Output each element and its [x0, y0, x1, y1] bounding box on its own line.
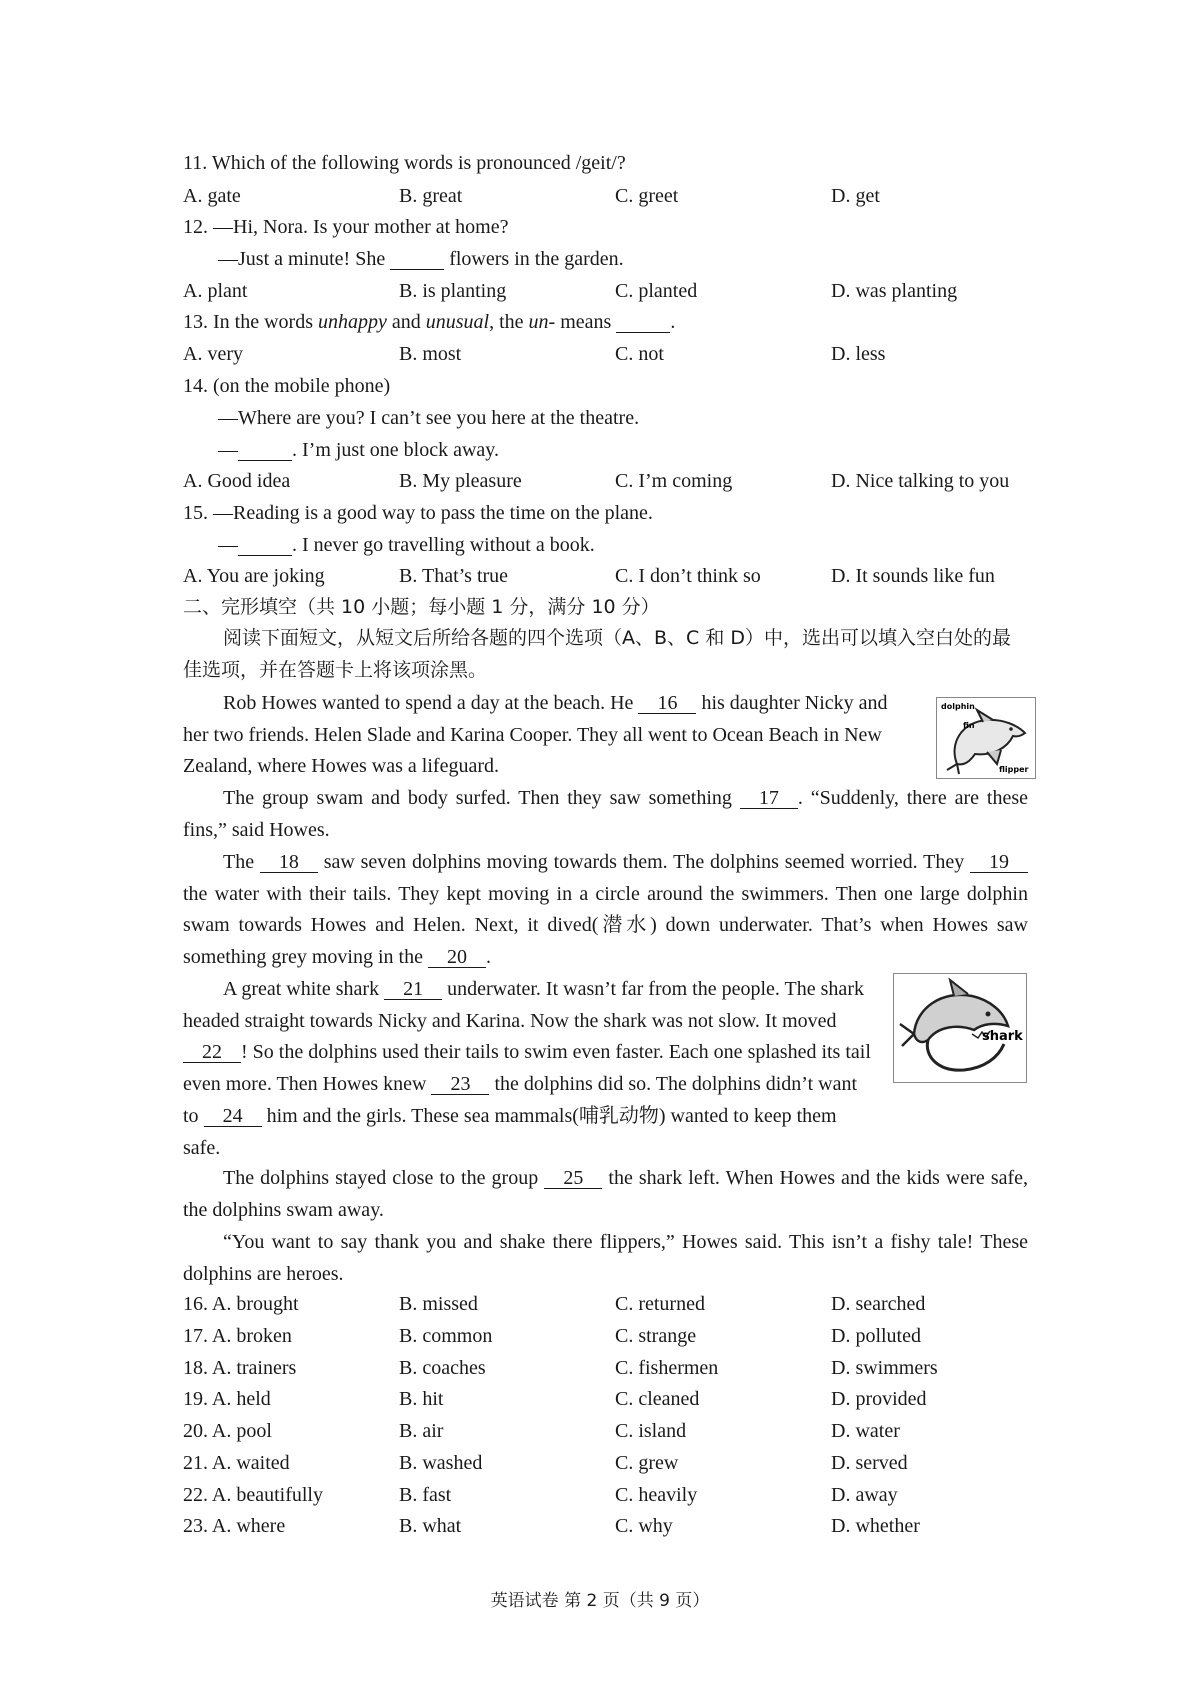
- option-23-c: C. why: [615, 1515, 673, 1537]
- question-14-option-a: A. Good idea: [183, 470, 291, 492]
- option-22-d: D. away: [831, 1484, 898, 1506]
- question-13-option-d: D. less: [831, 343, 886, 365]
- section-2-heading: 二、完形填空（共 10 小题；每小题 1 分，满分 10 分）: [183, 596, 660, 618]
- option-21-a: 21. A. waited: [183, 1452, 290, 1474]
- option-20-b: B. air: [399, 1420, 444, 1442]
- p4-text-b: underwater. It wasn’t far from the people. The shark headed straight towards Nicky and Karina. Now the shark was not slow. It moved: [183, 978, 864, 1032]
- blank-16: 16: [638, 693, 696, 714]
- shark-label: shark: [982, 1029, 1023, 1044]
- passage-paragraph-5: [183, 1163, 1028, 1226]
- dash: —: [218, 439, 238, 461]
- option-21-c: C. grew: [615, 1452, 679, 1474]
- question-15-stem: 15. —Reading is a good way to pass the time on the plane.: [183, 502, 653, 524]
- question-15-line2-text: . I never go travelling without a book.: [292, 534, 595, 556]
- shark-icon: [894, 974, 1026, 1082]
- passage-paragraph-2: [183, 783, 1028, 846]
- option-18-c: C. fishermen: [615, 1357, 719, 1379]
- option-17-d: D. polluted: [831, 1325, 921, 1347]
- q13-un: un-: [528, 311, 556, 333]
- question-13-option-a: A. very: [183, 343, 243, 365]
- option-19-b: B. hit: [399, 1388, 444, 1410]
- q13-word1: unhappy: [317, 311, 387, 333]
- option-17-c: C. strange: [615, 1325, 697, 1347]
- question-13-stem: 13. In the words unhappy and unusual, the un- means .: [183, 311, 676, 333]
- question-14-line3: [218, 436, 499, 464]
- p2-text-a: The group swam and body surfed. Then they saw something: [223, 787, 732, 809]
- question-11-option-c: C. greet: [615, 185, 679, 207]
- question-14-stem: 14. (on the mobile phone): [183, 375, 391, 397]
- question-11-option-b: B. great: [399, 185, 463, 207]
- blank-22: 22: [183, 1042, 241, 1063]
- option-21-d: D. served: [831, 1452, 908, 1474]
- option-18-d: D. swimmers: [831, 1357, 938, 1379]
- p5-text-a: The dolphins stayed close to the group: [223, 1167, 539, 1189]
- flipper-label: flipper: [999, 765, 1029, 774]
- q13-and: and: [391, 311, 421, 333]
- option-19-a: 19. A. held: [183, 1388, 271, 1410]
- option-17-a: 17. A. broken: [183, 1325, 292, 1347]
- shark-picture: [893, 973, 1027, 1083]
- question-14-option-d: D. Nice talking to you: [831, 470, 1010, 492]
- option-21-b: B. washed: [399, 1452, 483, 1474]
- p4-text-c: ! So the dolphins used their tails to swim even faster. Each one splashed its tail even more. Then Howes knew: [183, 1041, 871, 1096]
- blank-19: 19: [970, 852, 1028, 873]
- question-12-line2-start: —Just a minute! She: [218, 248, 386, 270]
- dolphin-picture: [936, 697, 1036, 779]
- p1-text-a: Rob Howes wanted to spend a day at the beach. He: [223, 692, 634, 714]
- question-11-option-a: A. gate: [183, 185, 241, 207]
- question-15-option-c: C. I don’t think so: [615, 565, 761, 587]
- answer-blank: [390, 249, 444, 270]
- option-22-a: 22. A. beautifully: [183, 1484, 323, 1506]
- answer-blank: [238, 535, 292, 556]
- blank-20: 20: [428, 947, 486, 968]
- option-19-c: C. cleaned: [615, 1388, 700, 1410]
- question-12-stem: 12. —Hi, Nora. Is your mother at home?: [183, 216, 509, 238]
- question-15-line2: [218, 531, 595, 559]
- blank-18: 18: [260, 852, 318, 873]
- page-footer: 英语试卷 第 2 页（共 9 页）: [490, 1591, 710, 1611]
- question-12-option-c: C. planted: [615, 280, 698, 302]
- question-15-option-b: B. That’s true: [399, 565, 509, 587]
- fin-label: fin: [963, 721, 975, 730]
- p4-text-d: the dolphins did so. The dolphins didn’t want to: [183, 1073, 858, 1127]
- option-20-d: D. water: [831, 1420, 900, 1442]
- blank-17: 17: [740, 788, 798, 809]
- p4-text-a: A great white shark: [223, 978, 380, 1000]
- question-15-option-d: D. It sounds like fun: [831, 565, 995, 587]
- question-13-option-b: B. most: [399, 343, 462, 365]
- option-23-a: 23. A. where: [183, 1515, 286, 1537]
- question-12-option-b: B. is planting: [399, 280, 507, 302]
- option-16-a: 16. A. brought: [183, 1293, 299, 1315]
- p5-text-b: the shark left. When Howes and the kids were safe, the dolphins swam away.: [183, 1167, 1029, 1221]
- q13-means: means: [560, 311, 612, 333]
- dash: —: [218, 534, 238, 556]
- p3-text-b: saw seven dolphins moving towards them. The dolphins seemed worried. They: [323, 851, 965, 873]
- question-14-line3-text: . I’m just one block away.: [292, 439, 499, 461]
- question-14-line2: —Where are you? I can’t see you here at the theatre.: [218, 407, 640, 429]
- answer-blank: [238, 440, 292, 461]
- section-2-instructions: 阅读下面短文，从短文后所给各题的四个选项（A、B、C 和 D）中，选出可以填入空白处的最佳选项，并在答题卡上将该项涂黑。: [183, 627, 1012, 681]
- dolphin-label: dolphin: [941, 702, 975, 711]
- question-12-option-d: D. was planting: [831, 280, 958, 302]
- passage-paragraph-3: [183, 847, 1028, 974]
- p4-text-e: him and the girls. These sea mammals(哺乳动物) wanted to keep them safe.: [183, 1104, 837, 1159]
- passage-paragraph-1: [183, 688, 918, 783]
- option-20-a: 20. A. pool: [183, 1420, 272, 1442]
- p2-text-b: . “Suddenly, there are these fins,” said Howes.: [183, 787, 1029, 841]
- option-18-a: 18. A. trainers: [183, 1357, 297, 1379]
- blank-21: 21: [384, 979, 442, 1000]
- answer-blank: [616, 312, 670, 333]
- question-14-option-b: B. My pleasure: [399, 470, 522, 492]
- option-16-b: B. missed: [399, 1293, 478, 1315]
- blank-25: 25: [544, 1168, 602, 1189]
- dolphin-icon: [937, 698, 1035, 778]
- option-16-c: C. returned: [615, 1293, 705, 1315]
- question-12-option-a: A. plant: [183, 280, 248, 302]
- blank-23: 23: [431, 1074, 489, 1095]
- option-22-c: C. heavily: [615, 1484, 698, 1506]
- question-13-option-c: C. not: [615, 343, 664, 365]
- question-11-option-d: D. get: [831, 185, 880, 207]
- q13-prefix: 13. In the words: [183, 311, 313, 333]
- option-23-b: B. what: [399, 1515, 462, 1537]
- q13-mid: , the: [489, 311, 524, 333]
- option-19-d: D. provided: [831, 1388, 927, 1410]
- passage-paragraph-6: [183, 1227, 1028, 1290]
- question-11-stem: 11. Which of the following words is pronounced /geit/?: [183, 152, 626, 174]
- passage-paragraph-4-top: [183, 974, 873, 1164]
- option-18-b: B. coaches: [399, 1357, 486, 1379]
- question-12-line2: [218, 245, 624, 273]
- p3-text-c: the water with their tails. They kept moving in a circle around the swimmers. Then one large dolphin swam towards Howes and Helen. Next, it dived(潜水) down underwater. That’s when Howes saw something grey moving in the: [183, 882, 1028, 969]
- blank-24: 24: [204, 1106, 262, 1127]
- p3-text-d: .: [485, 946, 491, 969]
- p6-text: “You want to say thank you and shake there flippers,” Howes said. This isn’t a fishy tale! These dolphins are heroes.: [183, 1231, 1028, 1285]
- p3-text-a: The: [223, 851, 255, 873]
- option-22-b: B. fast: [399, 1484, 452, 1506]
- option-17-b: B. common: [399, 1325, 493, 1347]
- option-23-d: D. whether: [831, 1515, 920, 1537]
- p1-text-b: his daughter Nicky and her two friends. Helen Slade and Karina Cooper. They all went to Ocean Beach in New Zealand, where Howes was a lifeguard.: [183, 692, 888, 778]
- question-15-option-a: A. You are joking: [183, 565, 325, 587]
- q13-word2: unusual: [425, 311, 490, 333]
- question-12-line2-end: flowers in the garden.: [449, 248, 624, 270]
- option-16-d: D. searched: [831, 1293, 926, 1315]
- option-20-c: C. island: [615, 1420, 687, 1442]
- question-14-option-c: C. I’m coming: [615, 470, 733, 492]
